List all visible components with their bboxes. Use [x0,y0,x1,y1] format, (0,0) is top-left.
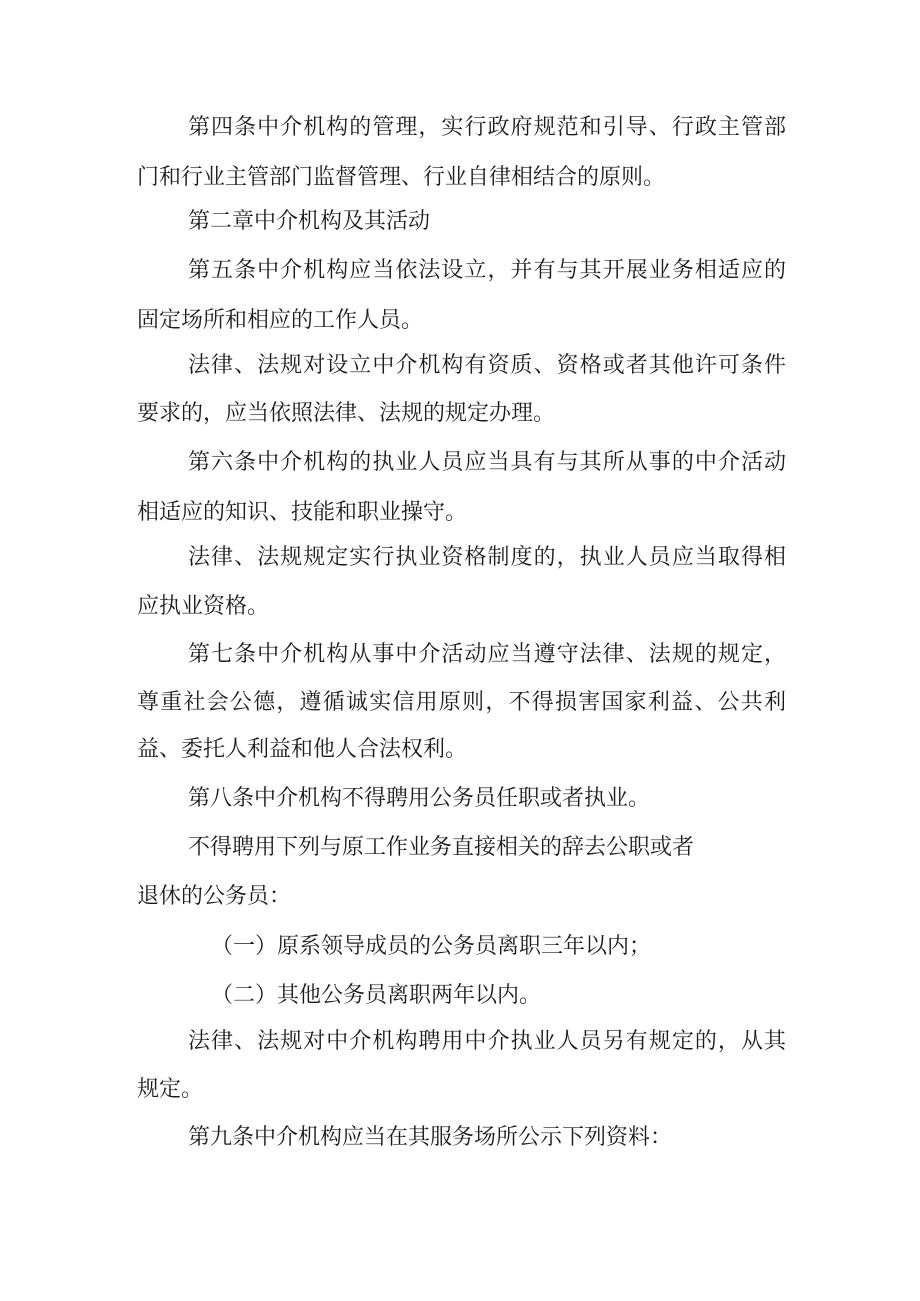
article-7-line-2: 尊重社会公德，遵循诚实信用原则，不得损害国家利益、公共利 [137,690,786,715]
article-8-line-1: 第八条中介机构不得聘用公务员任职或者执业。 [188,786,651,811]
article-5-line-1: 第五条中介机构应当依法设立，并有与其开展业务相适应的 [188,258,786,283]
article-6-para-2-line-2: 应执业资格。 [137,594,270,619]
chapter-2-heading: 第二章中介机构及其活动 [188,209,431,234]
article-5-para-2-line-1: 法律、法规对设立中介机构有资质、资格或者其他许可条件 [188,353,786,378]
article-6-para-2-line-1: 法律、法规规定实行执业资格制度的，执业人员应当取得相 [188,545,786,570]
article-8-para-2-line-1: 不得聘用下列与原工作业务直接相关的辞去公职或者 [188,835,695,860]
article-8-para-2-line-2: 退休的公务员： [137,884,292,909]
article-9-line-1: 第九条中介机构应当在其服务场所公示下列资料： [188,1125,673,1150]
article-4-line-1: 第四条中介机构的管理，实行政府规范和引导、行政主管部 [188,115,786,140]
article-5-line-2: 固定场所和相应的工作人员。 [137,308,424,333]
article-8-para-3-line-2: 规定。 [137,1077,204,1102]
article-6-line-2: 相适应的知识、技能和职业操守。 [137,500,468,525]
article-8-item-2: （二）其他公务员离职两年以内。 [211,983,542,1008]
article-6-line-1: 第六条中介机构的执业人员应当具有与其所从事的中介活动 [188,450,786,475]
article-7-line-1: 第七条中介机构从事中介活动应当遵守法律、法规的规定， [188,642,786,667]
article-4-line-2: 门和行业主管部门监督管理、行业自律相结合的原则。 [137,165,666,190]
article-7-line-3: 益、委托人利益和他人合法权利。 [137,737,468,762]
article-8-para-3-line-1: 法律、法规对中介机构聘用中介执业人员另有规定的，从其 [188,1029,786,1054]
article-8-item-1: （一）原系领导成员的公务员离职三年以内； [211,934,652,959]
article-5-para-2-line-2: 要求的，应当依照法律、法规的规定办理。 [137,401,556,426]
